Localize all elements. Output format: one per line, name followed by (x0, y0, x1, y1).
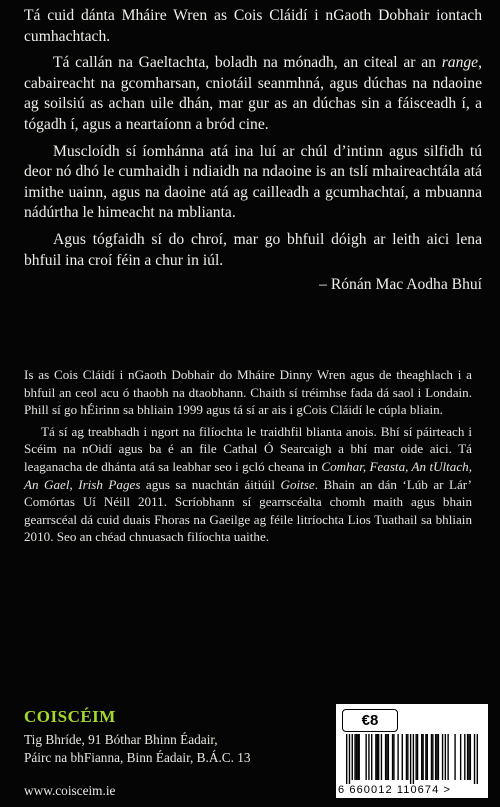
bio-p2-goitse-italic: Goitse (280, 476, 315, 492)
barcode-bar (354, 734, 355, 780)
barcode-bar (474, 734, 475, 784)
barcode-bar (435, 734, 436, 780)
barcode-bar (397, 734, 398, 780)
barcode-bar (393, 734, 394, 780)
blurb-paragraph-1: Tá cuid dánta Mháire Wren as Cois Cláidí i nGaoth Dobhair iontach cumhachtach. (24, 7, 482, 45)
barcode-bar (421, 734, 422, 780)
barcode-bar (407, 734, 408, 780)
publisher-address-line-1: Tig Bhríde, 91 Bóthar Bhinn Éadair, (24, 732, 218, 747)
barcode-bar (432, 734, 433, 780)
barcode-bar (413, 734, 414, 784)
barcode-bar (445, 734, 446, 780)
blurb-quote (24, 6, 482, 302)
blurb-p2-range-italic: range (441, 54, 479, 72)
barcode-bar (346, 734, 347, 784)
barcode-bar (477, 734, 478, 784)
barcode-bar (468, 734, 469, 780)
barcode-bar (386, 734, 387, 780)
barcode-bar (467, 734, 468, 780)
barcode-bar (427, 734, 428, 780)
barcode-bar (454, 734, 455, 780)
bio-p2-text-a: Tá sí ag treabhadh i ngort na filíochta le traidhfil blianta anois. Bhí sí páirteach i Scéim na nOidí agus ba é an file Cathal Ó Searcaigh a bhí mar oide aici. Tá leaganacha de dhánta atá sa leabhar seo i gcló cheana in (24, 423, 472, 474)
barcode-bar (359, 734, 360, 780)
blurb-p2-text-b: , cabaireacht na gcomharsan, cniotáil seanmhná, agus dúchas na ndaoine ag soilsiú as achan uile dhán, mar gur as an dúchas sin a fáisceadh í, a tógadh í, agus a neartaíonn a bród cine. (24, 54, 482, 133)
barcode-bar (460, 734, 461, 780)
barcode-bar (417, 734, 418, 780)
barcode-bar (406, 734, 407, 780)
barcode-graphic (346, 734, 478, 784)
barcode-bar (352, 734, 353, 780)
blurb-paragraph-2 (24, 53, 482, 135)
bio-p2-publications-italic: Comhar, Feasta, An tUltach, An Gael, Irish Pages (24, 458, 472, 492)
bio-p2-text-c: . Bhain an dán ‘Lúb ar Lár’ Comórtas Uí Néill 2011. Scríobhann sí gearrscéalta chomh maith agus bhain gearrscéal dá cuid duais Fhoras na Gaeilge ag féile litríochta Lios Tuathail sa bhliain 2010. Seo an chéad chnuasach filíochta uaithe. (24, 476, 472, 545)
barcode-bar (357, 734, 358, 780)
blurb-p2-text-a: Tá callán na Gaeltachta, boladh na mónadh, an citeal ar an (53, 54, 442, 72)
barcode-bar (464, 734, 465, 780)
barcode-bar (470, 734, 471, 780)
publisher-address-line-2: Páirc na bhFianna, Binn Éadair, B.Á.C. 13 (24, 750, 251, 765)
publisher-block (24, 707, 334, 800)
barcode-bar (365, 734, 366, 780)
author-bio (24, 366, 472, 550)
barcode-bar (410, 734, 411, 784)
price-tag: €8 (342, 709, 398, 732)
barcode-bar (381, 734, 382, 780)
barcode-bar (436, 734, 437, 780)
barcode-bar (392, 734, 393, 780)
barcode-bar (356, 734, 357, 780)
barcode-bar (368, 734, 369, 780)
barcode-bar (371, 734, 372, 780)
barcode-label (336, 704, 488, 798)
bio-paragraph-1: Is as Cois Cláidí i nGaoth Dobhair do Mháire Dinny Wren agus de theaghlach i a bhfuil an ceol acu ó thaobh na dtaobhann. Chaith sí tréimhse fada dá saol i Londain. Phill sí go hÉirinn sa bhliain 1999 agus tá sí ar ais i gCois Cláidí le cúpla bliain. (24, 367, 472, 418)
barcode-bar (431, 734, 432, 780)
barcode-bar (438, 734, 439, 780)
blurb-byline: – Rónán Mac Aodha Bhuí (319, 276, 482, 294)
barcode-bar (447, 734, 448, 780)
barcode-bar (375, 734, 376, 780)
barcode-bar (422, 734, 423, 780)
blurb-paragraph-3: Muscloídh sí íomhánna atá ina luí ar chúl d’intinn agus silfidh tú deor nó dhó le cumhaidh i ndiaidh na ndaoine is an tslí mhaireachtála atá imithe uainn, agus na daoine atá ag cailleadh a gcumhachtaí, a mbuanna nádúrtha le himeacht na mblianta. (24, 142, 482, 222)
barcode-bar (425, 734, 426, 780)
blurb-paragraph-4: Agus tógfaidh sí do chroí, mar go bhfuil dóigh ar leith aici lena bhfuil ina croí féin a chur in iúl. (24, 230, 482, 269)
bio-p2-text-b: agus sa nuachtán áitiúil (140, 476, 281, 492)
publisher-name: COISCÉIM (24, 707, 116, 726)
publisher-website[interactable]: www.coisceim.ie (24, 783, 116, 798)
barcode-bar (402, 734, 403, 780)
barcode-bar (377, 734, 378, 780)
barcode-bar (378, 734, 379, 780)
barcode-bar (388, 734, 389, 780)
barcode-bar (349, 734, 350, 784)
barcode-bar (385, 734, 386, 780)
bio-paragraph-2 (24, 423, 472, 546)
barcode-bar (442, 734, 443, 780)
barcode-digits: 6 660012 110674 > (338, 784, 452, 796)
barcode-bar (415, 734, 416, 780)
